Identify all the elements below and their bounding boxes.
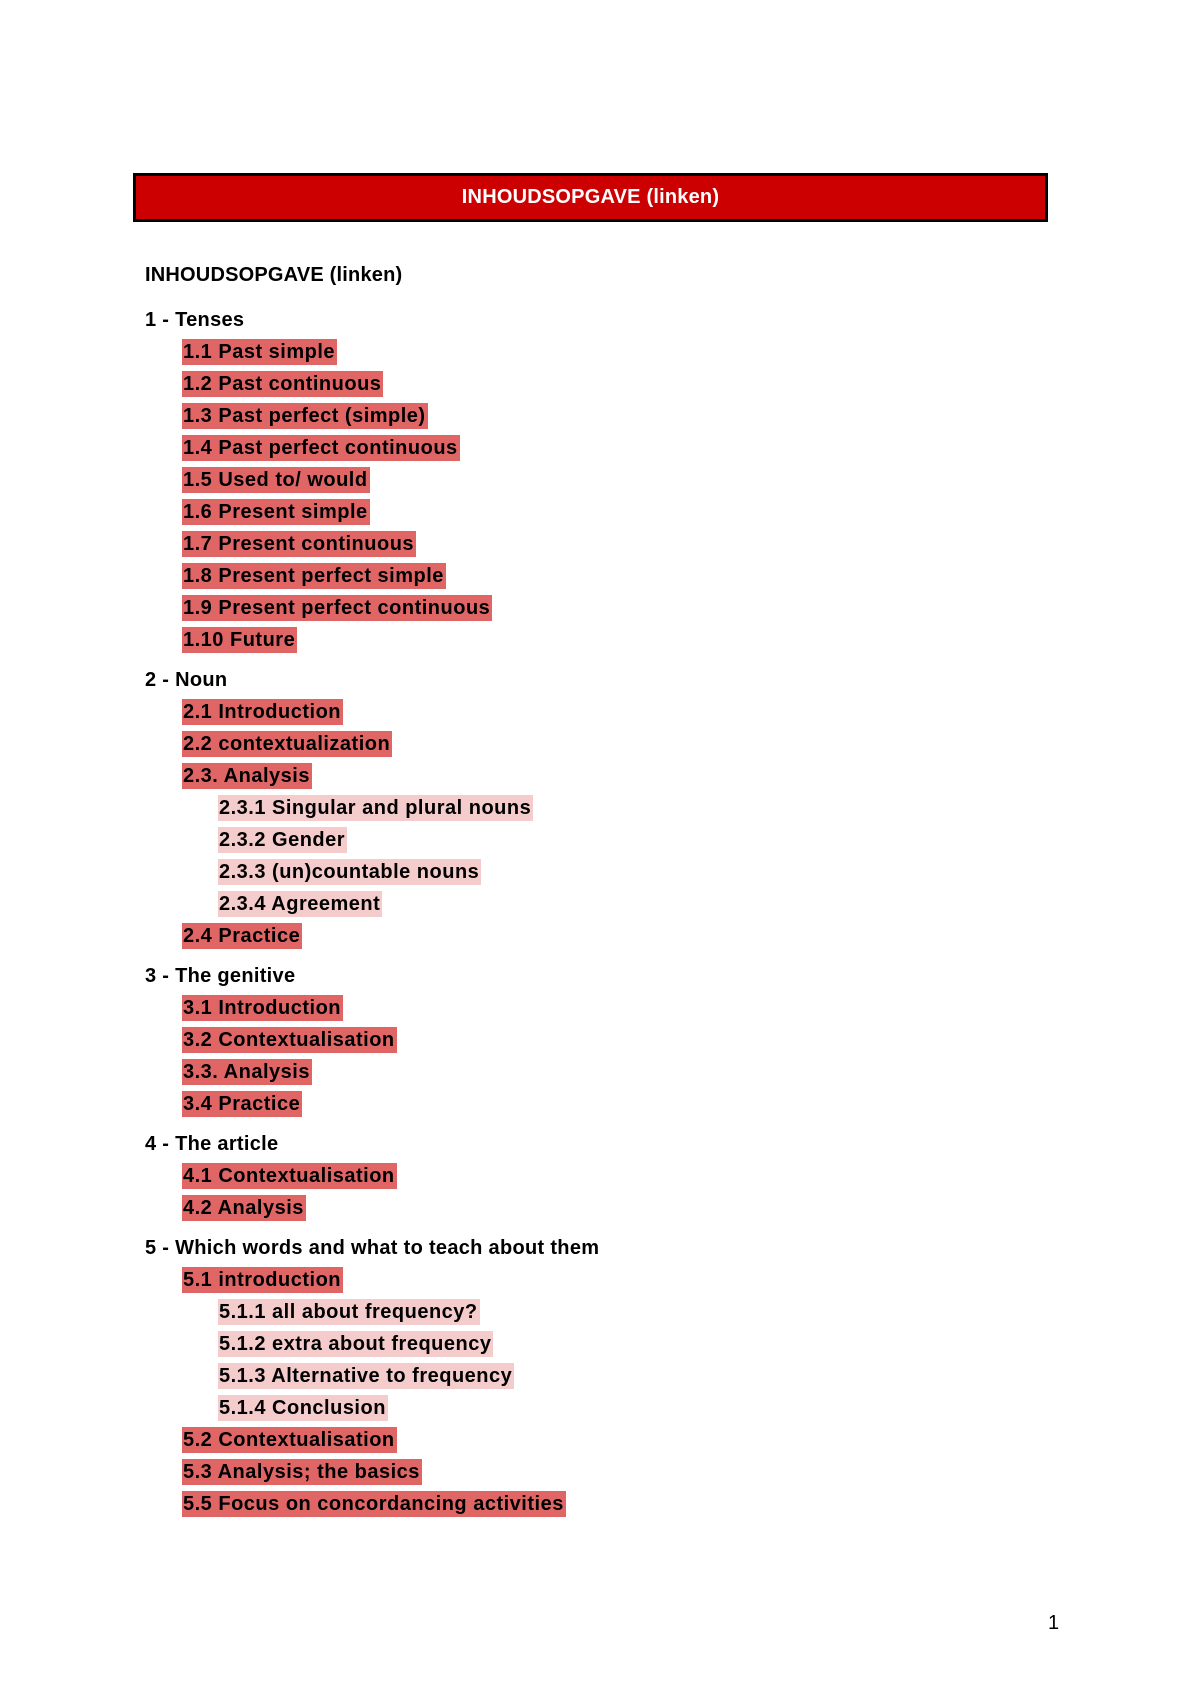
toc-entry-link[interactable]: 4.1 Contextualisation [183,1165,395,1187]
toc-title-bar-text: INHOUDSOPGAVE (linken) [461,186,720,208]
toc-entry-link[interactable]: 1.5 Used to/ would [183,469,368,491]
toc-subentry [145,827,1045,853]
toc-entry-link[interactable]: 1.2 Past continuous [183,373,382,395]
toc-entry-link[interactable]: 1.9 Present perfect continuous [183,597,491,619]
toc-entry [145,763,1045,789]
toc-section [145,963,1045,1117]
toc-entry [145,1459,1045,1485]
toc-title-bar [133,173,1048,222]
toc-entry-link[interactable]: 3.1 Introduction [183,997,341,1019]
toc-entry [145,1491,1045,1517]
toc-entry-link[interactable]: 2.3. Analysis [183,765,310,787]
toc-section-title: 2 - Noun [145,669,228,691]
toc-entry [145,1195,1045,1221]
toc-section-title: 5 - Which words and what to teach about them [145,1237,600,1259]
toc-subentry [145,795,1045,821]
toc-subentry-link[interactable]: 2.3.2 Gender [219,829,346,851]
toc-section [145,1235,1045,1517]
toc-entry-link[interactable]: 5.1 introduction [183,1269,341,1291]
toc-entry [145,995,1045,1021]
toc-entry-link[interactable]: 1.1 Past simple [183,341,336,363]
toc-subentry [145,1299,1045,1325]
toc-entry [145,1427,1045,1453]
toc-entry [145,371,1045,397]
toc-subentry-link[interactable]: 2.3.3 (un)countable nouns [219,861,480,883]
toc-subentry [145,1395,1045,1421]
toc-entry-link[interactable]: 1.3 Past perfect (simple) [183,405,426,427]
toc-subentry [145,859,1045,885]
toc-entry-link[interactable]: 1.4 Past perfect continuous [183,437,458,459]
toc-entry-link[interactable]: 2.2 contextualization [183,733,391,755]
toc-subentry-link[interactable]: 5.1.4 Conclusion [219,1397,386,1419]
toc-entry [145,563,1045,589]
toc-entry [145,1163,1045,1189]
toc-entry [145,403,1045,429]
toc-entry [145,1027,1045,1053]
toc-entry-link[interactable]: 5.2 Contextualisation [183,1429,395,1451]
toc-entry [145,731,1045,757]
toc-subentry-link[interactable]: 2.3.1 Singular and plural nouns [219,797,532,819]
toc-entry-link[interactable]: 1.8 Present perfect simple [183,565,444,587]
toc-entry-link[interactable]: 2.4 Practice [183,925,301,947]
toc-entry-link[interactable]: 5.3 Analysis; the basics [183,1461,420,1483]
toc-subentry-link[interactable]: 2.3.4 Agreement [219,893,381,915]
toc-subentry [145,891,1045,917]
toc-entry [145,699,1045,725]
table-of-contents [145,262,1045,1531]
toc-entry-link[interactable]: 5.5 Focus on concordancing activities [183,1493,564,1515]
toc-section [145,667,1045,949]
toc-entry [145,1267,1045,1293]
toc-entry [145,595,1045,621]
toc-subentry-link[interactable]: 5.1.1 all about frequency? [219,1301,478,1323]
toc-entry [145,435,1045,461]
toc-entry-link[interactable]: 3.2 Contextualisation [183,1029,395,1051]
toc-section-title: 1 - Tenses [145,309,245,331]
toc-subentry [145,1331,1045,1357]
toc-heading: INHOUDSOPGAVE (linken) [145,264,403,286]
toc-entry [145,467,1045,493]
toc-subentry-link[interactable]: 5.1.3 Alternative to frequency [219,1365,513,1387]
toc-entry-link[interactable]: 3.4 Practice [183,1093,301,1115]
toc-subentry-link[interactable]: 5.1.2 extra about frequency [219,1333,492,1355]
toc-entry [145,627,1045,653]
toc-entry-link[interactable]: 1.7 Present continuous [183,533,415,555]
toc-section-title: 3 - The genitive [145,965,296,987]
toc-entry-link[interactable]: 1.10 Future [183,629,296,651]
toc-entry [145,531,1045,557]
toc-entry [145,499,1045,525]
toc-section-title: 4 - The article [145,1133,279,1155]
toc-section [145,307,1045,653]
toc-entry-link[interactable]: 2.1 Introduction [183,701,341,723]
page-number: 1 [1048,1612,1060,1634]
toc-entry-link[interactable]: 3.3. Analysis [183,1061,310,1083]
toc-entry-link[interactable]: 1.6 Present simple [183,501,368,523]
toc-section [145,1131,1045,1221]
toc-entry [145,1059,1045,1085]
toc-subentry [145,1363,1045,1389]
toc-entry [145,1091,1045,1117]
toc-entry-link[interactable]: 4.2 Analysis [183,1197,304,1219]
toc-entry [145,339,1045,365]
toc-entry [145,923,1045,949]
